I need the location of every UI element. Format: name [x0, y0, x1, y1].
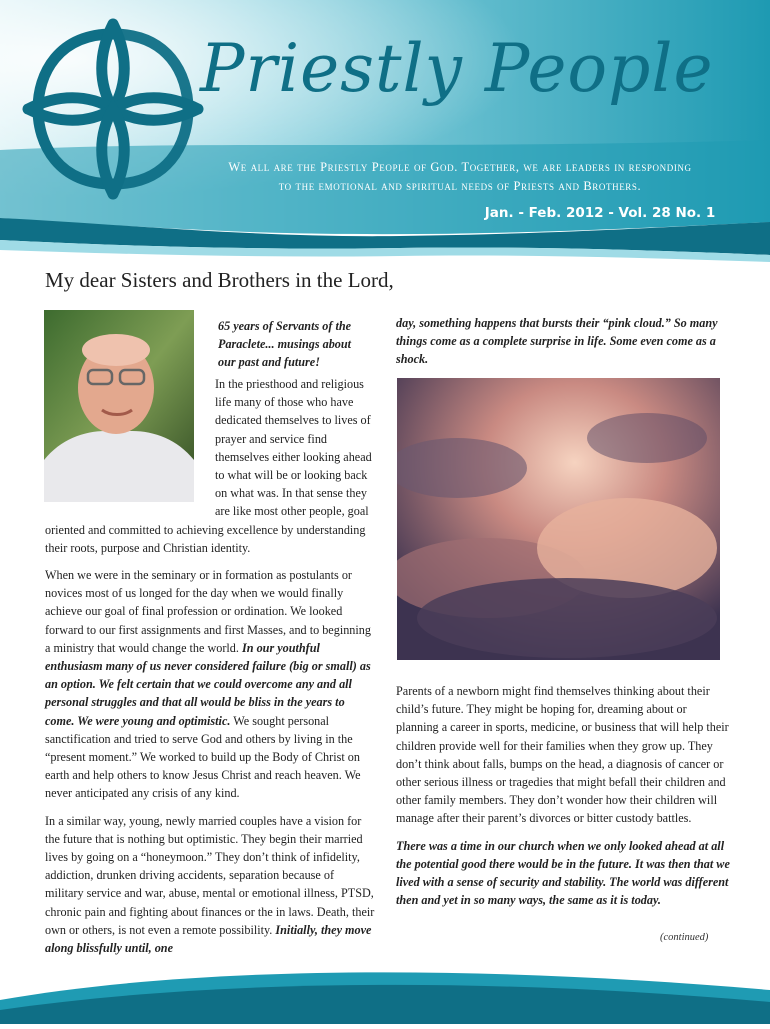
paragraph-seminary: When we were in the seminary or in formation as postulants or novices most of us longed for the day when we would finally achieve our goal of final profession or ordination. We looked forward to our first assignments and first Masses, and to beginning a ministry that would change the world. In our youthful enthusiasm many of us never considered failure (big or small) as an option. We felt certain that we could overcome any and all personal struggles and that all would be bliss in the years to come. We were young and optimistic. We sought personal sanctification and tried to serve God and others by living in the “present moment.” We worked to build up the Body of Christ on earth and help others to know Jesus Christ and reach heaven. We never anticipated any crisis of any kind.: [45, 568, 371, 801]
sky-clouds-photo: [397, 378, 720, 660]
tagline-line-2: to the emotional and spiritual needs of Priests and Brothers.: [278, 179, 642, 193]
tagline-line-1: We all are the Priestly People of God. Together, we are leaders in responding: [228, 160, 692, 174]
paragraph-pink-cloud: day, something happens that bursts their “pink cloud.” So many things come as a complete surprise in life. Some even come as a shock.: [396, 316, 718, 367]
continued-label: (continued): [660, 932, 709, 943]
paragraph-church: There was a time in our church when we only looked ahead at all the potential good there would be in the future. It was then that we lived with a sense of security and stability. The world was different then and yet in so many ways, the same as it is today.: [396, 838, 730, 908]
paragraph-intro: In the priesthood and religious life many of those who have dedicated themselves to lives of prayer and service find themselves either looking ahead to what will be or looking back on what was. In that sense they are like most other people, goal oriented and committed to achieving excellence by understanding their roots, purpose and Christian identity.: [45, 377, 372, 555]
article-subtitle: 65 years of Servants of the Paraclete... musings about our past and future!: [218, 319, 352, 370]
subtitle-block: [218, 317, 368, 381]
footer-wave: [0, 960, 770, 1024]
right-column-bottom: [396, 682, 731, 918]
paragraph-parents: Parents of a newborn might find themselves thinking about their child’s future. They might be hoping for, dreaming about or planning a career in sports, medicine, or business that will help their children provide well for their families when they grow up. They don’t think about falls, bumps on the head, a diagnosis of cancer or other serious illness or tragedies that might befall their children and other family members. They don’t wonder how their children will manage after their parent’s divorces or bitter custody battles.: [396, 684, 729, 826]
issue-info: Jan. - Feb. 2012 - Vol. 28 No. 1: [484, 205, 716, 221]
left-column: [45, 375, 375, 966]
right-column-top: [396, 314, 726, 378]
tagline: [160, 158, 760, 196]
masthead-title: Priestly People: [200, 30, 714, 107]
paragraph-married-couples: In a similar way, young, newly married couples have a vision for the future that is nothing but optimistic. They begin their married lives by going on a “honeymoon.” They don’t think of infidelity, addiction, drunken driving accidents, separation because of military service and war, abuse, mental or emotional illness, PTSD, chronic pain and fighting about finances or the in laws. Death, their own or others, is not even a remote possibility. Initially, they move along blissfully until, one: [45, 813, 375, 956]
header-banner: [0, 0, 770, 270]
greeting-heading: My dear Sisters and Brothers in the Lord,: [45, 268, 394, 292]
